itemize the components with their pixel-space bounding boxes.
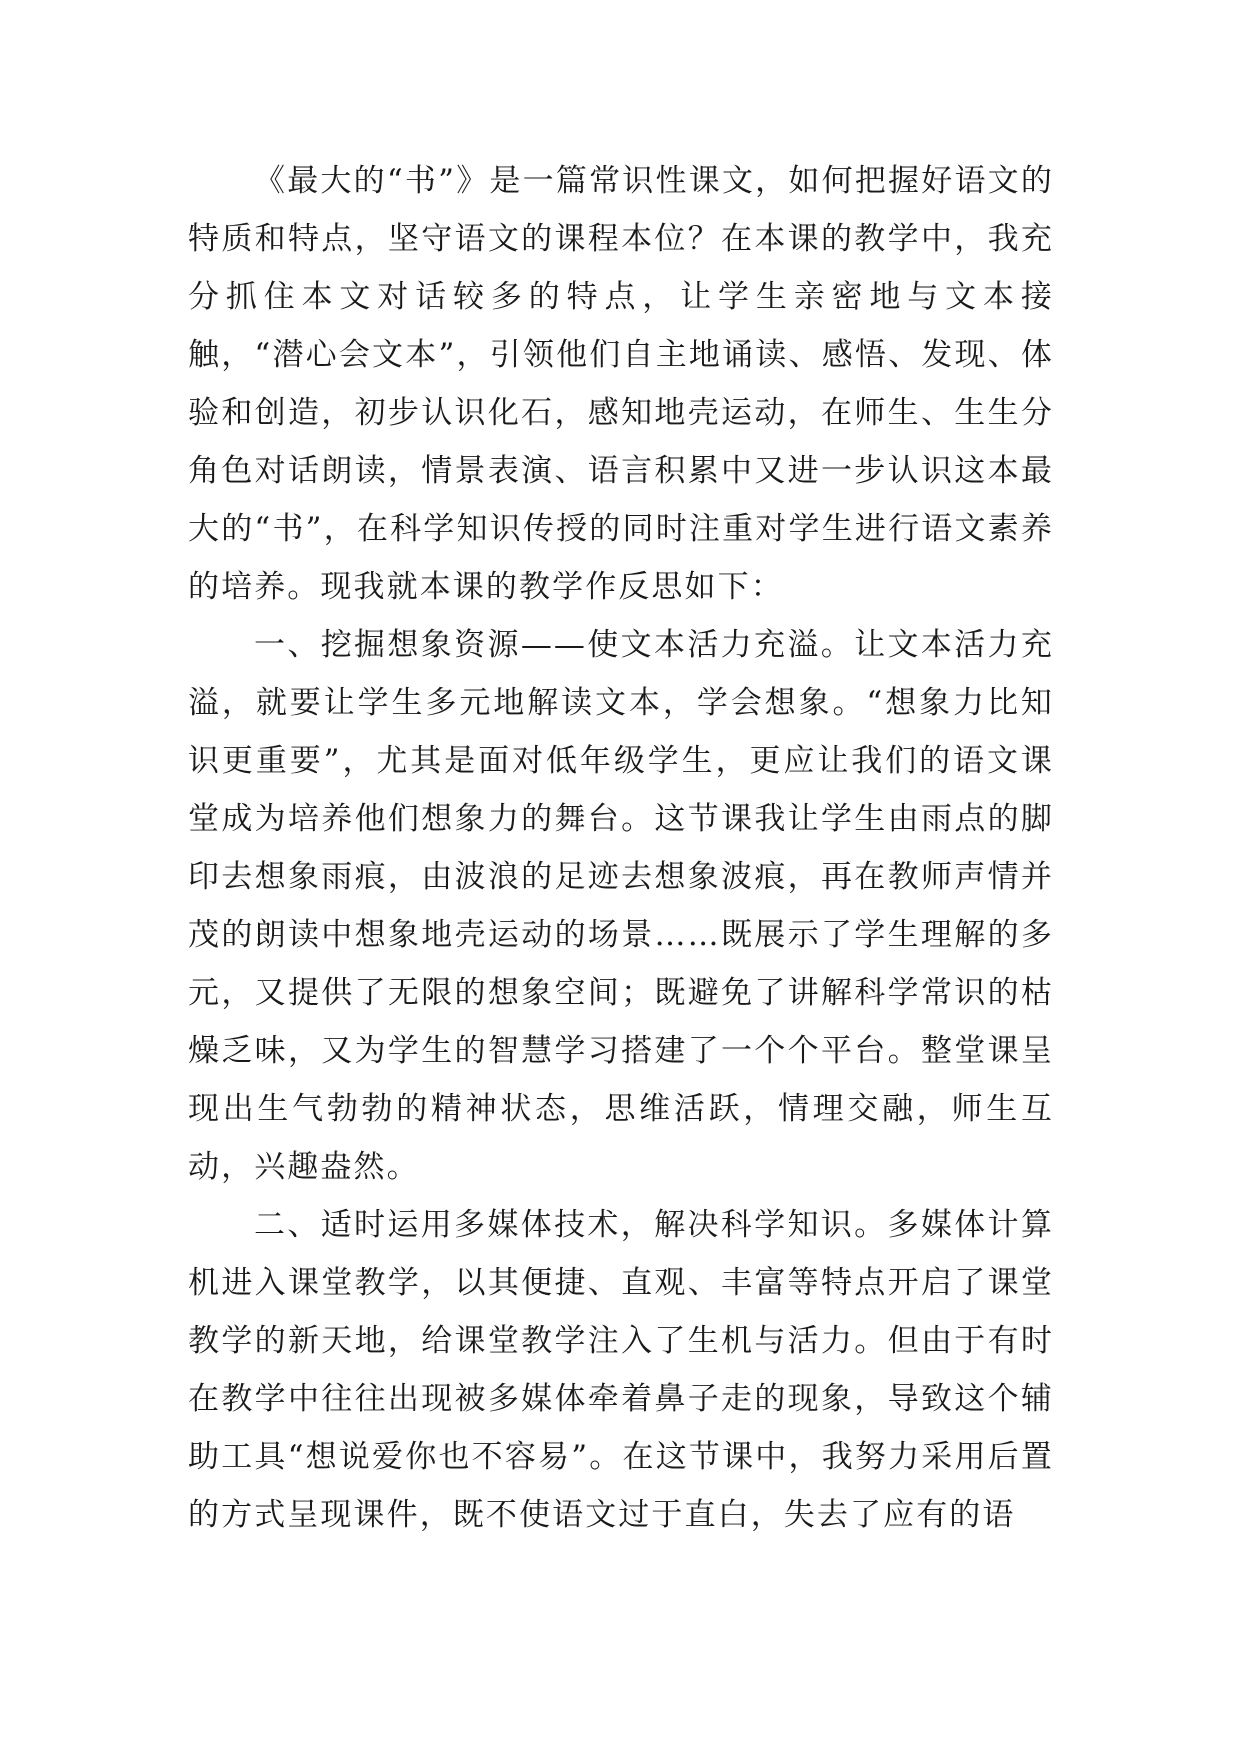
paragraph-section-two: 二、适时运用多媒体技术，解决科学知识。多媒体计算机进入课堂教学，以其便捷、直观、丰富等特点开启了课堂教学的新天地，给课堂教学注入了生机与活力。但由于有时在教学中往往出现被多媒体牵着鼻子走的现象，导致这个辅助工具“想说爱你也不容易”。在这节课中，我努力采用后置的方式呈现课件，既不使语文过于直白，失去了应有的语 [188, 1207, 1054, 1533]
paragraph-section-one: 一、挖掘想象资源——使文本活力充溢。让文本活力充溢，就要让学生多元地解读文本，学会想象。“想象力比知识更重要”，尤其是面对低年级学生，更应让我们的语文课堂成为培养他们想象力的舞台。这节课我让学生由雨点的脚印去想象雨痕，由波浪的足迹去想象波痕，再在教师声情并茂的朗读中想象地壳运动的场景……既展示了学生理解的多元，又提供了无限的想象空间；既避免了讲解科学常识的枯燥乏味，又为学生的智慧学习搭建了一个个平台。整堂课呈现出生气勃勃的精神状态，思维活跃，情理交融，师生互动，兴趣盎然。 [188, 627, 1054, 1185]
document-body [188, 152, 1054, 1544]
paragraph-intro: 《最大的“书”》是一篇常识性课文，如何把握好语文的特质和特点，坚守语文的课程本位？在本课的教学中，我充分抓住本文对话较多的特点，让学生亲密地与文本接触，“潜心会文本”，引领他们自主地诵读、感悟、发现、体验和创造，初步认识化石，感知地壳运动，在师生、生生分角色对话朗读，情景表演、语言积累中又进一步认识这本最大的“书”，在科学知识传授的同时注重对学生进行语文素养的培养。现我就本课的教学作反思如下： [188, 163, 1054, 605]
